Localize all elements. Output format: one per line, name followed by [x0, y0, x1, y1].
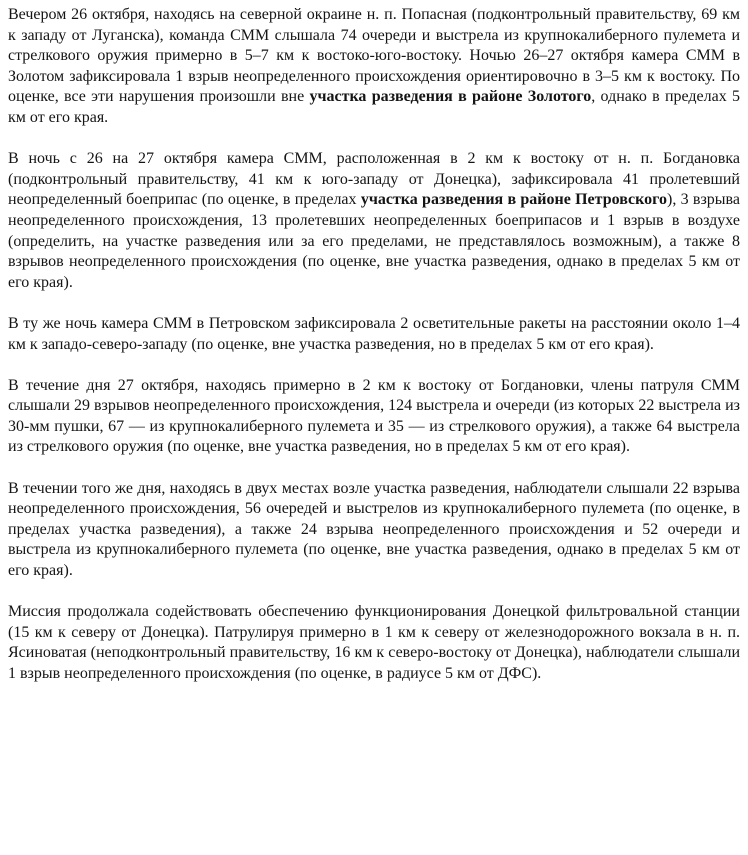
- report-paragraph-1: [8, 5, 740, 129]
- text-run: Вечером 26 октября, находясь на северной окраине н. п. Попасная (подконтрольный правительству, 69 км к западу от Луганска), команда СММ слышала 74 очереди и выстрела из крупнокалиберного пулемета и стрелкового оружия примерно в 5–7 км к востоко-юго-востоку. Ночью 26–27 октября камера СММ в Золотом зафиксировала 1 взрыв неопределенного происхождения ориентировочно в 3–5 км к востоку. По оценке, все эти нарушения произошли вне: [8, 6, 740, 106]
- text-run: В ту же ночь камера СММ в Петровском зафиксировала 2 осветительные ракеты на расстоянии около 1–4 км к западо-северо-западу (по оценке, вне участка разведения, но в пределах 5 км от его края).: [8, 314, 740, 353]
- bold-phrase: участка разведения в районе Золотого: [309, 88, 592, 106]
- report-paragraph-6: [8, 602, 740, 684]
- text-run: В течении того же дня, находясь в двух местах возле участка разведения, наблюдатели слышали 22 взрыва неопределенного происхождения, 56 очередей и выстрелов из крупнокалиберного пулемета (по оценке, в пределах участка разведения), а также 24 взрыва неопределенного происхождения и 52 очереди и выстрела из крупнокалиберного пулемета (по оценке, вне участка разведения, однако в пределах 5 км от его края).: [8, 479, 740, 580]
- bold-phrase: участка разведения в районе Петровского: [360, 191, 668, 209]
- report-paragraph-3: [8, 314, 740, 355]
- text-run: Миссия продолжала содействовать обеспечению функционирования Донецкой фильтровальной станции (15 км к северу от Донецка). Патрулируя примерно в 1 км к северу от железнодорожного вокзала в н. п. Ясиноватая (неподконтрольный правительству, 16 км к северо-востоку от Донецка), наблюдатели слышали 1 взрыв неопределенного происхождения (по оценке, в радиусе 5 км от ДФС).: [8, 603, 740, 682]
- text-run: В ночь с 26 на 27 октября камера СММ, расположенная в 2 км к востоку от н. п. Богдановка (подконтрольный правительству, 41 км к юго-западу от Донецка), зафиксировала 41 пролетевший неопределенный боеприпас (по оценке, в пределах: [8, 150, 740, 209]
- text-run: ), 3 взрыва неопределенного происхождения, 13 пролетевших неопределенных боеприпасов и 1 взрыв в воздухе (определить, на участке разведения или за его пределами, не представлялось возможным), а также 8 взрывов неопределенного происхождения (по оценке, вне участка разведения, однако в пределах 5 км от его края).: [8, 191, 740, 291]
- report-paragraph-2: [8, 149, 740, 293]
- report-paragraph-4: [8, 376, 740, 458]
- report-body: [8, 5, 740, 685]
- text-run: В течение дня 27 октября, находясь примерно в 2 км к востоку от Богдановки, члены патруля СММ слышали 29 взрывов неопределенного происхождения, 124 выстрела и очереди (из которых 22 выстрела из 30-мм пушки, 67 — из крупнокалиберного пулемета и 35 — из стрелкового оружия), а также 64 выстрела из стрелкового оружия (по оценке, вне участка разведения, но в пределах 5 км от его края).: [8, 376, 740, 456]
- report-paragraph-5: [8, 479, 740, 582]
- text-run: , однако в пределах 5 км от его края.: [8, 88, 741, 126]
